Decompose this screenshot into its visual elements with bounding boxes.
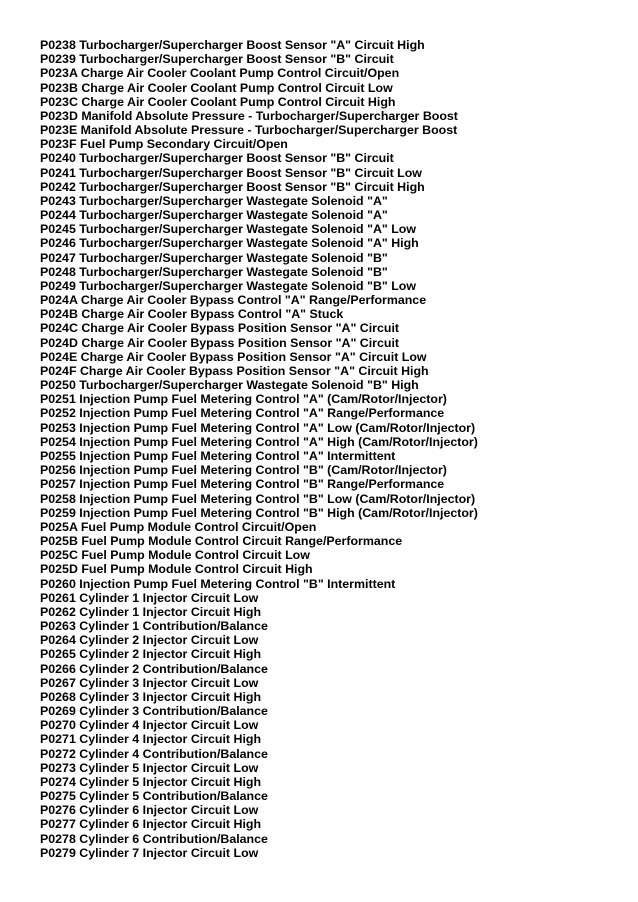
list-item: P0252 Injection Pump Fuel Metering Control "A" Range/Performance [40,406,445,421]
list-item: P0256 Injection Pump Fuel Metering Control "B" (Cam/Rotor/Injector) [40,463,447,478]
list-item: P0254 Injection Pump Fuel Metering Control "A" High (Cam/Rotor/Injector) [40,434,478,449]
trouble-code-list [40,38,478,860]
list-item: P0274 Cylinder 5 Injector Circuit High [40,774,262,789]
list-item: P0251 Injection Pump Fuel Metering Control "A" (Cam/Rotor/Injector) [40,392,447,407]
list-item: P0270 Cylinder 4 Injector Circuit Low [40,718,259,733]
list-item: P0276 Cylinder 6 Injector Circuit Low [40,803,259,818]
list-item: P0267 Cylinder 3 Injector Circuit Low [40,675,259,690]
list-item: P024C Charge Air Cooler Bypass Position Sensor "A" Circuit [40,321,400,336]
list-item: P025A Fuel Pump Module Control Circuit/Open [40,519,317,534]
list-item: P023D Manifold Absolute Pressure - Turbocharger/Supercharger Boost [40,108,458,123]
list-item: P023B Charge Air Cooler Coolant Pump Control Circuit Low [40,80,393,95]
list-item: P0245 Turbocharger/Supercharger Wastegate Solenoid "A" Low [40,222,416,237]
list-item: P0273 Cylinder 5 Injector Circuit Low [40,760,259,775]
list-item: P024D Charge Air Cooler Bypass Position Sensor "A" Circuit [40,335,400,350]
list-item: P0240 Turbocharger/Supercharger Boost Sensor "B" Circuit [40,151,394,166]
list-item: P0263 Cylinder 1 Contribution/Balance [40,619,268,634]
list-item: P0239 Turbocharger/Supercharger Boost Sensor "B" Circuit [40,52,394,67]
list-item: P0275 Cylinder 5 Contribution/Balance [40,789,268,804]
list-item: P0271 Cylinder 4 Injector Circuit High [40,732,262,747]
list-item: P0238 Turbocharger/Supercharger Boost Sensor "A" Circuit High [40,38,425,52]
list-item: P023E Manifold Absolute Pressure - Turbocharger/Supercharger Boost [40,123,458,138]
list-item: P0278 Cylinder 6 Contribution/Balance [40,831,268,846]
list-item: P025C Fuel Pump Module Control Circuit Low [40,548,310,563]
list-item: P0247 Turbocharger/Supercharger Wastegate Solenoid "B" [40,250,388,265]
list-item: P0255 Injection Pump Fuel Metering Control "A" Intermittent [40,448,396,463]
list-item: P0243 Turbocharger/Supercharger Wastegate Solenoid "A" [40,193,388,208]
list-item: P023A Charge Air Cooler Coolant Pump Control Circuit/Open [40,66,400,81]
list-item: P0258 Injection Pump Fuel Metering Control "B" Low (Cam/Rotor/Injector) [40,491,476,506]
list-item: P0279 Cylinder 7 Injector Circuit Low [40,845,259,860]
list-item: P024F Charge Air Cooler Bypass Position Sensor "A" Circuit High [40,363,429,378]
list-item: P0250 Turbocharger/Supercharger Wastegate Solenoid "B" High [40,378,419,393]
list-item: P0241 Turbocharger/Supercharger Boost Sensor "B" Circuit Low [40,165,422,180]
list-item: P0269 Cylinder 3 Contribution/Balance [40,704,268,719]
list-item: P025B Fuel Pump Module Control Circuit Range/Performance [40,534,403,549]
list-item: P0248 Turbocharger/Supercharger Wastegate Solenoid "B" [40,264,388,279]
list-item: P0259 Injection Pump Fuel Metering Control "B" High (Cam/Rotor/Injector) [40,505,478,520]
list-item: P024E Charge Air Cooler Bypass Position Sensor "A" Circuit Low [40,349,427,364]
list-item: P0246 Turbocharger/Supercharger Wastegate Solenoid "A" High [40,236,419,251]
list-item: P0265 Cylinder 2 Injector Circuit High [40,647,262,662]
list-item: P0277 Cylinder 6 Injector Circuit High [40,817,262,832]
list-item: P0260 Injection Pump Fuel Metering Control "B" Intermittent [40,576,396,591]
list-item: P0253 Injection Pump Fuel Metering Control "A" Low (Cam/Rotor/Injector) [40,420,476,435]
list-item: P0261 Cylinder 1 Injector Circuit Low [40,590,259,605]
list-item: P0249 Turbocharger/Supercharger Wastegate Solenoid "B" Low [40,278,416,293]
list-item: P024B Charge Air Cooler Bypass Control "A" Stuck [40,307,344,322]
list-item: P0242 Turbocharger/Supercharger Boost Sensor "B" Circuit High [40,179,425,194]
list-item: P023F Fuel Pump Secondary Circuit/Open [40,137,288,152]
list-item: P0272 Cylinder 4 Contribution/Balance [40,746,268,761]
list-item: P0244 Turbocharger/Supercharger Wastegate Solenoid "A" [40,208,388,223]
list-item: P0262 Cylinder 1 Injector Circuit High [40,604,262,619]
list-item: P0266 Cylinder 2 Contribution/Balance [40,661,268,676]
list-item: P0268 Cylinder 3 Injector Circuit High [40,689,262,704]
list-item: P0264 Cylinder 2 Injector Circuit Low [40,633,259,648]
list-item: P024A Charge Air Cooler Bypass Control "A" Range/Performance [40,293,427,308]
list-item: P025D Fuel Pump Module Control Circuit High [40,562,313,577]
list-item: P023C Charge Air Cooler Coolant Pump Control Circuit High [40,94,396,109]
list-item: P0257 Injection Pump Fuel Metering Control "B" Range/Performance [40,477,445,492]
